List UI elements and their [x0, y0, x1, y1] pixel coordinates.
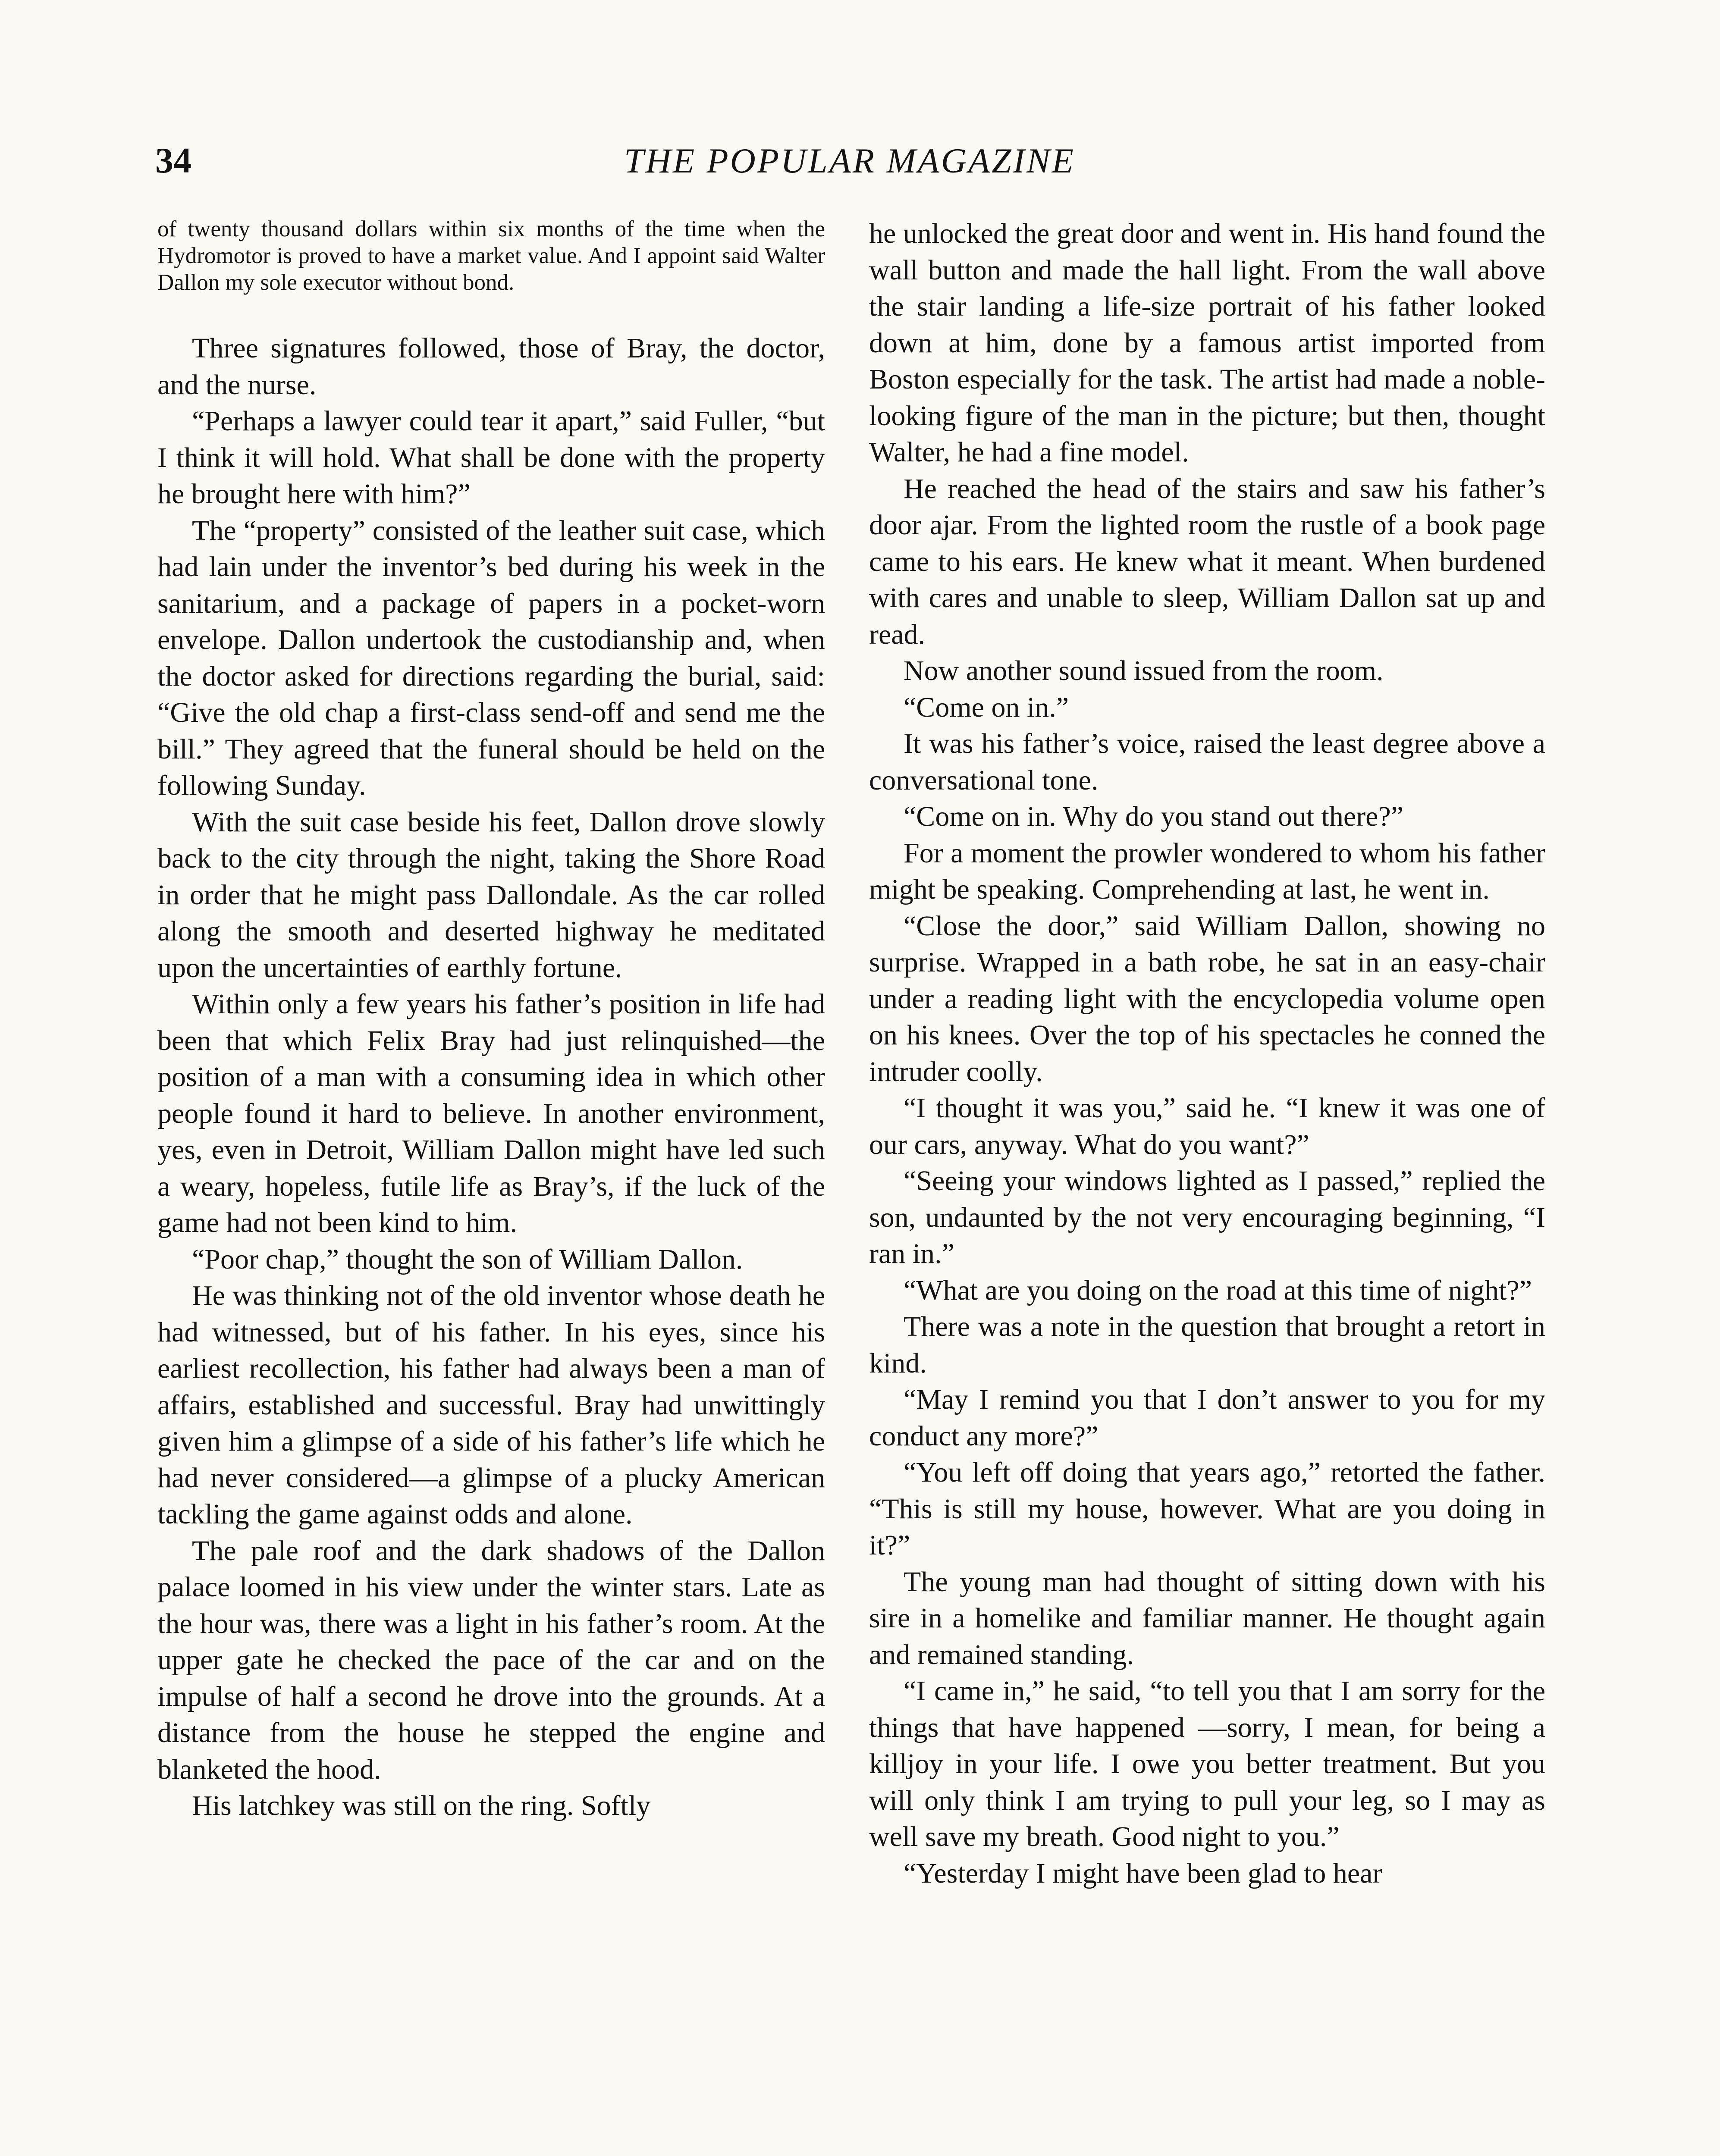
- paragraph: “Poor chap,” thought the son of William Dallon.: [192, 1243, 743, 1275]
- paragraph: The “property” consisted of the leather suit case, which had lain under the inventor’s bed during his week in the sanitarium, and a package of papers in a pocket-worn envelope. Dallon undertook the custodianship and, when the doctor asked for directions regarding the burial, said: “Give the old chap a first-class send-off and send me the bill.” They agreed that the funeral should be held on the following Sunday.: [157, 514, 825, 801]
- paragraph: “Close the door,” said William Dallon, showing no surprise. Wrapped in a bath robe, he sat in an easy-chair under a reading light with the encyclopedia volume open on his knees. Over the top of his spectacles he conned the intruder coolly.: [869, 910, 1545, 1087]
- paragraph: It was his father’s voice, raised the least degree above a conversational tone.: [869, 728, 1545, 796]
- paragraph: He reached the head of the stairs and saw his father’s door ajar. From the lighted room the rustle of a book page came to his ears. He knew what it meant. When burdened with cares and unable to sleep, William Dallon sat up and read.: [869, 473, 1545, 650]
- paragraph: “May I remind you that I don’t answer to you for my conduct any more?”: [869, 1384, 1545, 1452]
- paragraph: His latchkey was still on the ring. Softly: [192, 1790, 651, 1821]
- paragraph: “You left off doing that years ago,” retorted the father. “This is still my house, however. What are you doing in it?”: [869, 1457, 1545, 1561]
- paragraph: Within only a few years his father’s position in life had been that which Felix Bray had just relinquished—the position of a man with a consuming idea in which other people found it hard to believe. In another environment, yes, even in Detroit, William Dallon might have led such a weary, hopeless, futile life as Bray’s, if the luck of the game had not been kind to him.: [157, 988, 825, 1238]
- paragraph: “I thought it was you,” said he. “I knew it was one of our cars, anyway. What do you want?”: [869, 1092, 1545, 1160]
- paragraph: “Come on in.”: [904, 691, 1069, 723]
- paragraph: Now another sound issued from the room.: [904, 655, 1384, 686]
- paragraph: “Yesterday I might have been glad to hear: [904, 1857, 1382, 1889]
- page-header: [155, 137, 1544, 185]
- page-number: 34: [155, 141, 191, 181]
- right-column: [869, 216, 1545, 1892]
- paragraph: The pale roof and the dark shadows of the Dallon palace loomed in his view under the winter stars. Late as the hour was, there was a light in his father’s room. At the upper gate he checked the pace of the car and on the impulse of half a second he drove into the grounds. At a distance from the house he stepped the engine and blanketed the hood.: [157, 1535, 825, 1785]
- paragraph: “I came in,” he said, “to tell you that I am sorry for the things that have happened —sorry, I mean, for being a killjoy in your life. I owe you better treatment. But you will only think I am trying to pull your leg, so I may as well save my breath. Good night to you.”: [869, 1675, 1545, 1852]
- paragraph: There was a note in the question that brought a retort in kind.: [869, 1311, 1545, 1379]
- paragraph-continuation: he unlocked the great door and went in. His hand found the wall button and made the hall light. From the wall above the stair landing a life-size portrait of his father looked down at him, done by a famous artist imported from Boston especially for the task. The artist had made a noble-looking figure of the man in the picture; but then, thought Walter, he had a fine model.: [869, 218, 1545, 468]
- will-excerpt: of twenty thousand dollars within six months of the time when the Hydromotor is proved to have a market value. And I appoint said Walter Dallon my sole executor without bond.: [157, 216, 825, 295]
- paragraph: “Seeing your windows lighted as I passed,” replied the son, undaunted by the not very encouraging beginning, “I ran in.”: [869, 1165, 1545, 1269]
- running-title: THE POPULAR MAGAZINE: [624, 141, 1075, 180]
- paragraph: For a moment the prowler wondered to whom his father might be speaking. Comprehending at last, he went in.: [869, 837, 1545, 905]
- left-column: [157, 216, 825, 1824]
- paragraph: “Come on in. Why do you stand out there?”: [904, 801, 1404, 832]
- paragraph: “Perhaps a lawyer could tear it apart,” said Fuller, “but I think it will hold. What shall be done with the property he brought here with him?”: [157, 405, 825, 510]
- paragraph: With the suit case beside his feet, Dallon drove slowly back to the city through the night, taking the Shore Road in order that he might pass Dallondale. As the car rolled along the smooth and deserted highway he meditated upon the uncertainties of earthly fortune.: [157, 806, 825, 984]
- paragraph: He was thinking not of the old inventor whose death he had witnessed, but of his father. In his eyes, since his earliest recollection, his father had always been a man of affairs, established and successful. Bray had unwittingly given him a glimpse of a side of his father’s life which he had never considered—a glimpse of a plucky American tackling the game against odds and alone.: [157, 1280, 825, 1530]
- paragraph: The young man had thought of sitting down with his sire in a homelike and familiar manner. He thought again and remained standing.: [869, 1566, 1545, 1670]
- paragraph: Three signatures followed, those of Bray, the doctor, and the nurse.: [157, 332, 825, 401]
- paragraph: “What are you doing on the road at this time of night?”: [904, 1274, 1532, 1306]
